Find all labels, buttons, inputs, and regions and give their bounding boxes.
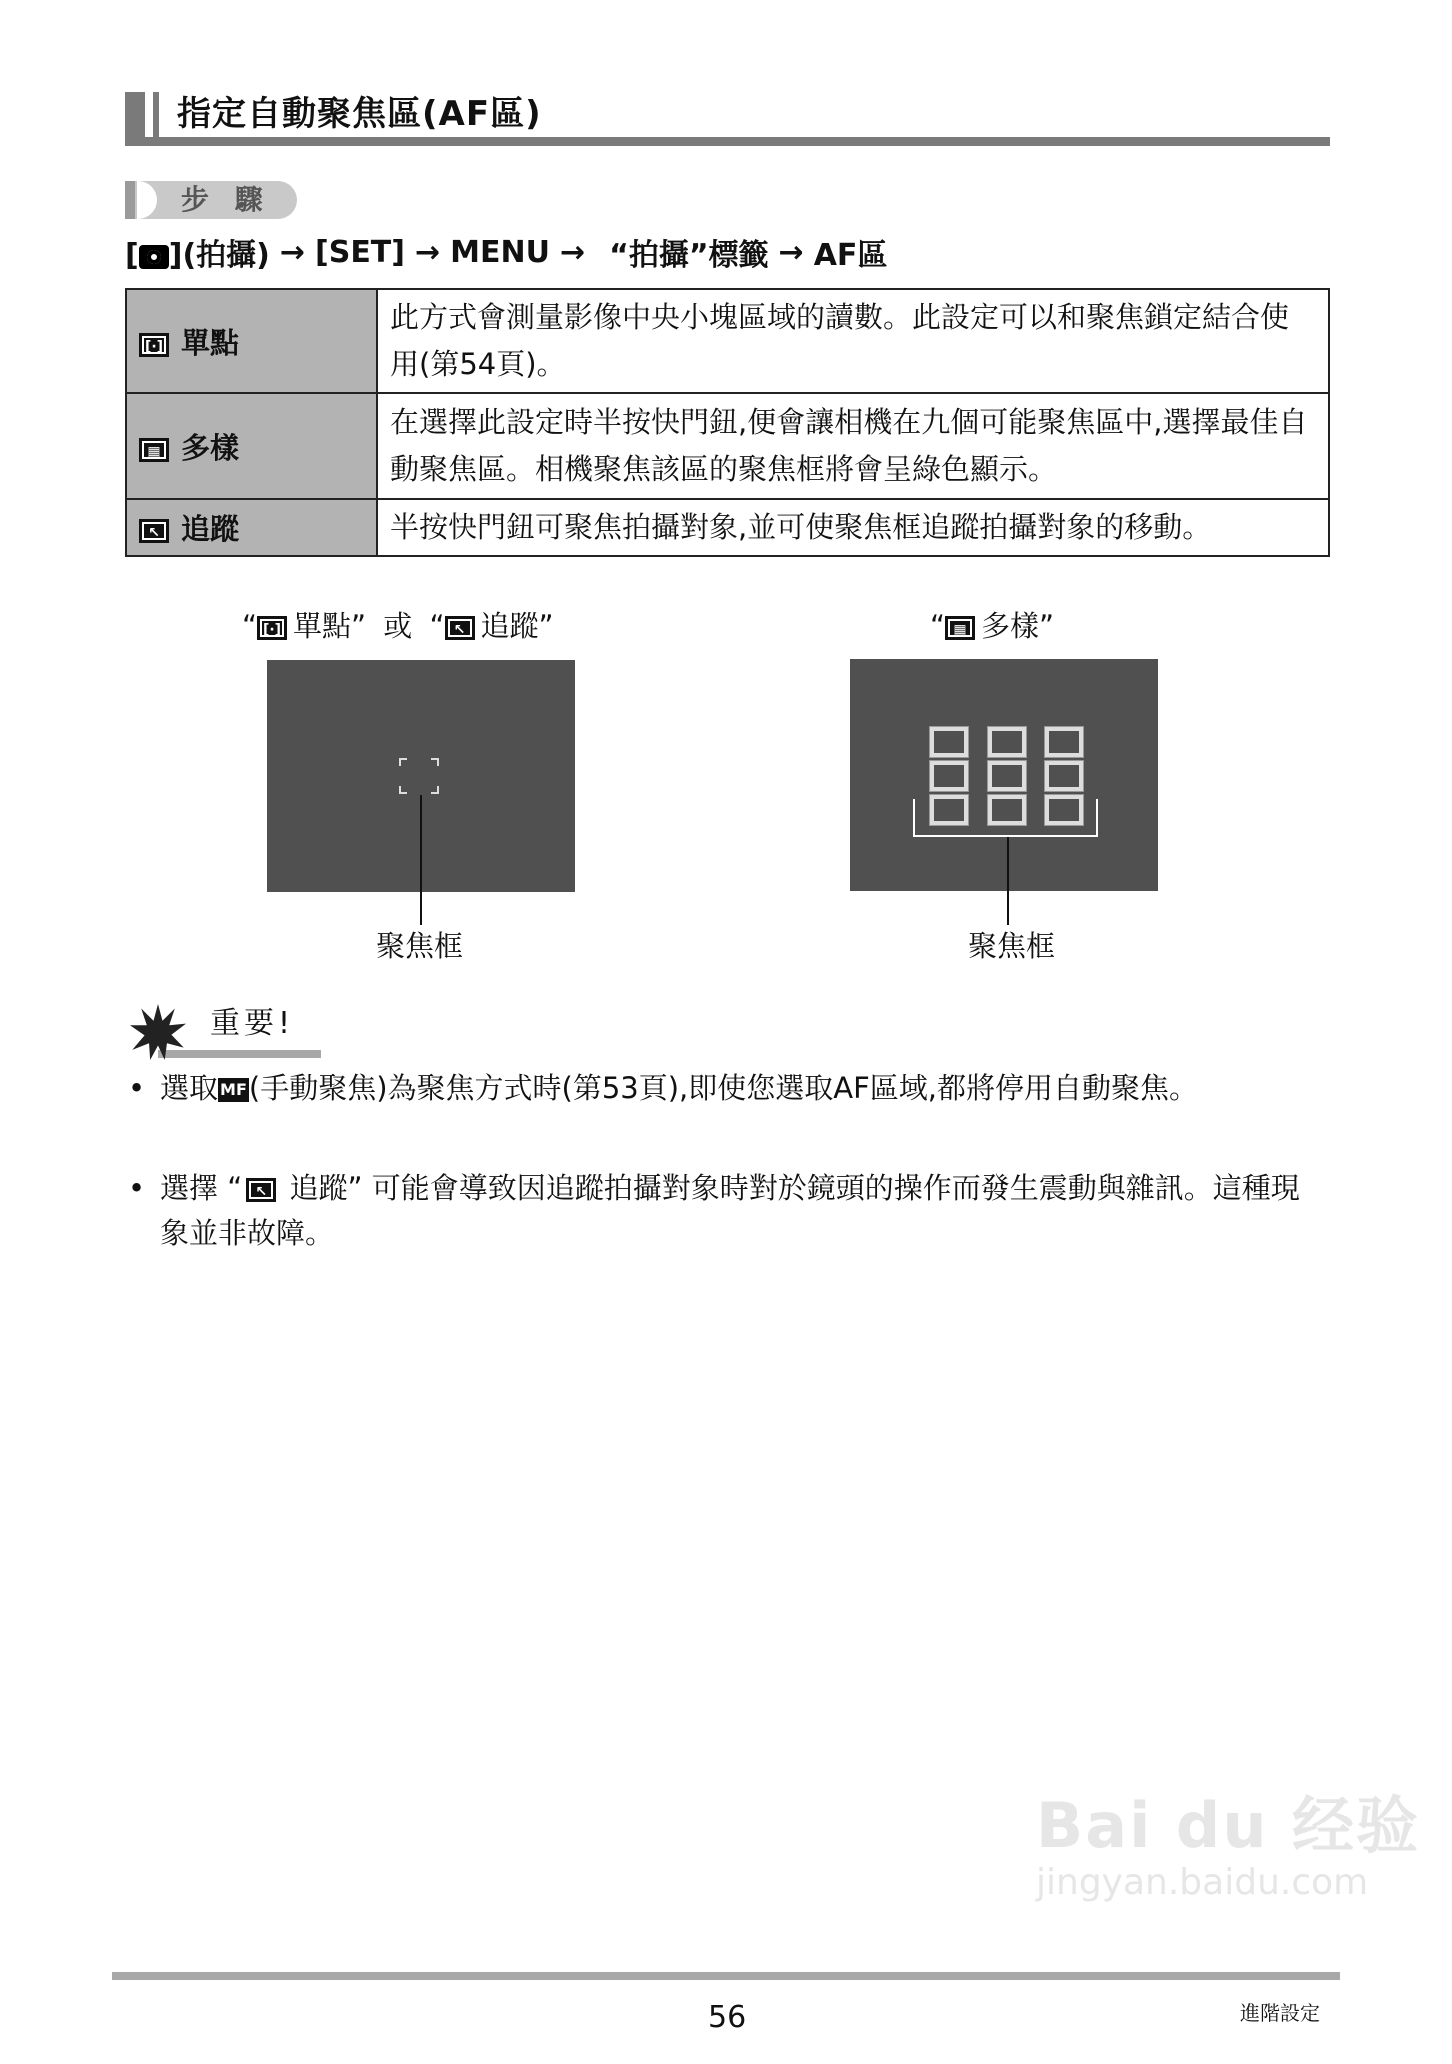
- spot-icon: [·]: [139, 333, 169, 357]
- page-number: 56: [708, 2000, 747, 2035]
- baidu-watermark: Bai du 经验 jingyan.baidu.com: [1036, 1789, 1421, 1903]
- tracking-icon: ↖: [139, 519, 169, 543]
- important-title: 重要!: [210, 1006, 295, 1041]
- callout-line: [420, 795, 422, 925]
- table-row: [126, 289, 1329, 393]
- right-figure-caption: “ ▦ 多樣”: [930, 609, 1055, 643]
- section-name: 進階設定: [1240, 2001, 1320, 2025]
- nav-menu: MENU: [450, 234, 550, 270]
- section-title-bar: [125, 92, 1330, 146]
- nav-tab: “拍攝”標籤: [609, 238, 769, 273]
- spot-icon: [·]: [257, 616, 287, 640]
- multi-icon: ▦: [139, 438, 169, 462]
- table-row: [126, 393, 1329, 499]
- important-header: [130, 1004, 330, 1064]
- focus-frame-label: 聚焦框: [376, 929, 464, 963]
- manual-focus-icon: MF: [218, 1078, 249, 1102]
- arrow-icon: →: [559, 234, 586, 270]
- nav-set: [SET]: [315, 234, 405, 270]
- steps-badge: [125, 181, 297, 219]
- menu-path: [125, 230, 887, 274]
- bullet-item: • 選取 MF(手動聚焦)為聚焦方式時(第53頁),即使您選取AF區域,都將停用自動聚焦。: [128, 1071, 1198, 1105]
- steps-label: 步 驟: [181, 183, 271, 216]
- left-figure-caption: “ [·] 單點” 或 “ ↖ 追蹤”: [242, 609, 554, 643]
- multi-icon: ▦: [945, 616, 975, 640]
- callout-line: [1007, 837, 1009, 925]
- page-title: 指定自動聚焦區(AF區): [177, 94, 542, 134]
- option-name: 追蹤: [181, 512, 240, 546]
- important-underline: [158, 1050, 321, 1058]
- arrow-icon: →: [279, 234, 305, 270]
- footer-rule: [112, 1972, 1340, 1980]
- focus-bracket: [913, 799, 1098, 837]
- tracking-icon: ↖: [246, 1178, 276, 1202]
- focus-frame-label: 聚焦框: [968, 929, 1056, 963]
- camera-icon: [139, 245, 169, 269]
- option-desc: 在選擇此設定時半按快門鈕,便會讓相機在九個可能聚焦區中,選擇最佳自動聚焦區。相機聚焦該區的聚焦框將會呈綠色顯示。: [377, 393, 1329, 499]
- nav-camera-label: (拍攝): [182, 238, 270, 273]
- multi-focus-preview: [850, 659, 1158, 891]
- bracket: [: [125, 238, 139, 273]
- tracking-icon: ↖: [445, 616, 475, 640]
- af-area-table: [125, 288, 1330, 557]
- table-row: [126, 499, 1329, 556]
- nav-item: AF區: [813, 238, 888, 273]
- arrow-icon: →: [415, 234, 441, 270]
- focus-frame: [399, 758, 439, 794]
- option-name: 單點: [181, 325, 240, 360]
- bullet-item: • 選擇 “ ↖ 追蹤” 可能會導致因追蹤拍攝對象時對於鏡頭的操作而發生震動與雜訊。這種現象並非故障。: [128, 1171, 1300, 1250]
- option-name: 多樣: [181, 430, 240, 465]
- arrow-icon: →: [778, 234, 804, 270]
- option-desc: 此方式會測量影像中央小塊區域的讀數。此設定可以和聚焦鎖定結合使用(第54頁)。: [377, 289, 1329, 393]
- bracket: ]: [168, 238, 183, 273]
- option-desc: 半按快門鈕可聚焦拍攝對象,並可使聚焦框追蹤拍攝對象的移動。: [377, 499, 1329, 556]
